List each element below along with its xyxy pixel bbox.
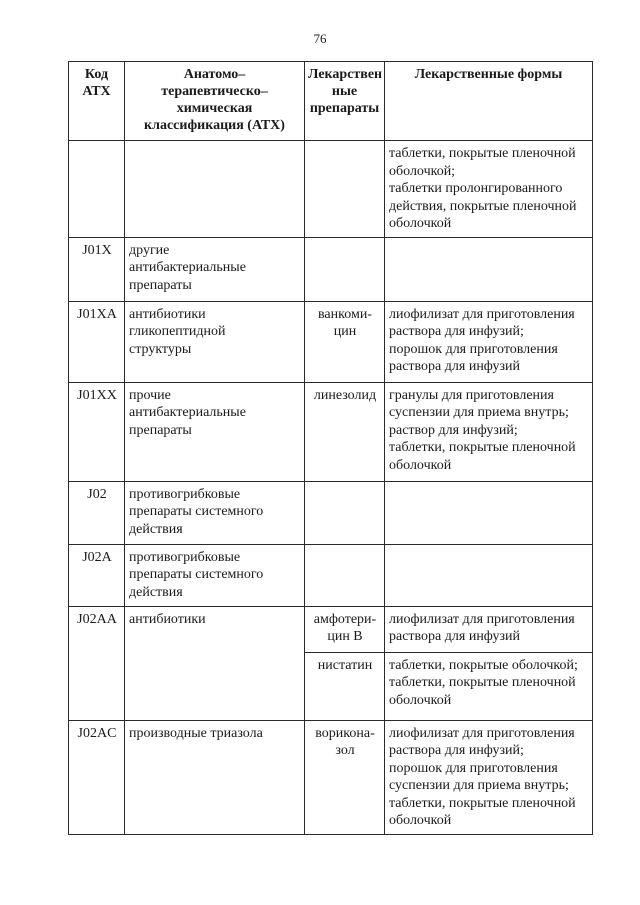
drug-cell — [305, 544, 385, 606]
header-code: Код АТХ — [69, 62, 125, 141]
drug-cell: амфотери- цин В — [305, 606, 385, 652]
header-row — [69, 62, 593, 141]
header-forms: Лекарственные формы — [385, 62, 593, 141]
forms-cell: лиофилизат для приготовления раствора для инфузий; порошок для приготовления суспензии для приема внутрь; таблетки, покрытые пленочной оболочкой — [385, 720, 593, 834]
drug-cell: нистатин — [305, 652, 385, 720]
drug-cell: ворикона- зол — [305, 720, 385, 834]
forms-cell: лиофилизат для приготовления раствора для инфузий — [385, 606, 593, 652]
drug-cell — [305, 237, 385, 301]
forms-cell: таблетки, покрытые оболочкой; таблетки, покрытые пленочной оболочкой — [385, 652, 593, 720]
forms-cell — [385, 481, 593, 544]
forms-cell: лиофилизат для приготовления раствора для инфузий; порошок для приготовления раствора для инфузий — [385, 301, 593, 382]
table-row — [69, 720, 593, 834]
table-row — [69, 382, 593, 481]
classification-cell — [125, 141, 305, 238]
classification-cell: антибиотики гликопептидной структуры — [125, 301, 305, 382]
table-row — [69, 141, 593, 238]
classification-cell: противогрибковые препараты системного действия — [125, 481, 305, 544]
classification-cell: производные триазола — [125, 720, 305, 834]
forms-cell: таблетки, покрытые пленочной оболочкой; таблетки пролонгированного действия, покрытые пленочной оболочкой — [385, 141, 593, 238]
header-drugs: Лекарствен ные препараты — [305, 62, 385, 141]
classification-cell: противогрибковые препараты системного действия — [125, 544, 305, 606]
atx-code-cell: J01XX — [69, 382, 125, 481]
atx-code-cell: J01X — [69, 237, 125, 301]
atx-code-cell: J02 — [69, 481, 125, 544]
drug-cell — [305, 481, 385, 544]
atx-code-cell: J02AC — [69, 720, 125, 834]
atx-code-cell: J01XA — [69, 301, 125, 382]
page-number: 76 — [313, 31, 327, 46]
table-row — [69, 544, 593, 606]
table-row — [69, 606, 593, 652]
atx-table — [68, 61, 593, 835]
atx-code-cell: J02AA — [69, 606, 125, 720]
atx-code-cell — [69, 141, 125, 238]
classification-cell: прочие антибактериальные препараты — [125, 382, 305, 481]
drug-cell — [305, 141, 385, 238]
drug-cell: ванкоми- цин — [305, 301, 385, 382]
drug-cell: линезолид — [305, 382, 385, 481]
atx-code-cell: J02A — [69, 544, 125, 606]
forms-cell — [385, 544, 593, 606]
table-row — [69, 301, 593, 382]
forms-cell: гранулы для приготовления суспензии для приема внутрь; раствор для инфузий; таблетки, покрытые пленочной оболочкой — [385, 382, 593, 481]
table-row — [69, 237, 593, 301]
forms-cell — [385, 237, 593, 301]
table-row — [69, 481, 593, 544]
classification-cell: антибиотики — [125, 606, 305, 720]
header-classification: Анатомо– терапевтическо– химическая классификация (АТХ) — [125, 62, 305, 141]
classification-cell: другие антибактериальные препараты — [125, 237, 305, 301]
